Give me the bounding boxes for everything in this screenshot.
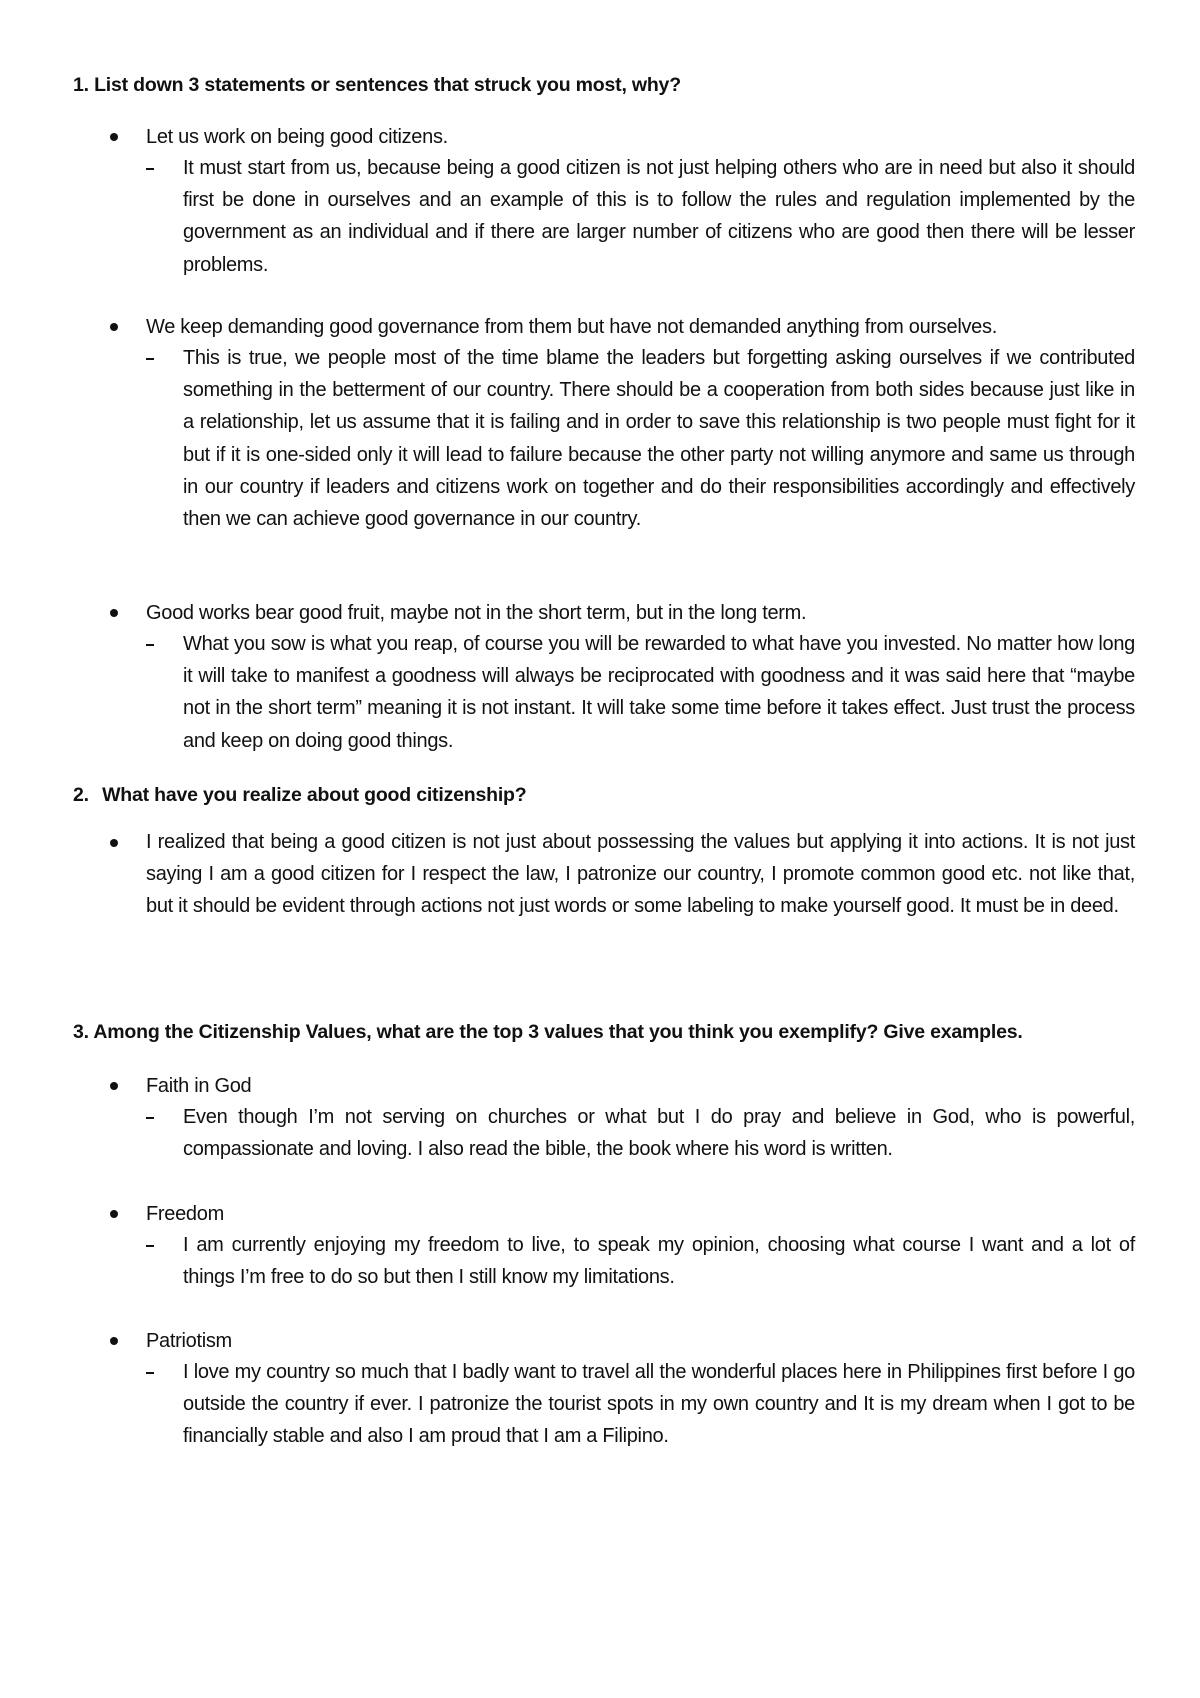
dash-icon (146, 168, 154, 170)
bullet-icon (110, 839, 118, 847)
question-2-heading (73, 783, 526, 807)
explanation: What you sow is what you reap, of course you will be rewarded to what have you invested. No matter how long it will take to manifest a goodness will always be reciprocated with goodness and it was said here that “maybe not in the short term” meaning it is not instant. It will take some time before it takes effect. Just trust the process and keep on doing good things. (183, 633, 1135, 752)
statement: We keep demanding good governance from them but have not demanded anything from ourselves. (146, 316, 997, 338)
bullet-icon (110, 609, 118, 617)
explanation: I am currently enjoying my freedom to live, to speak my opinion, choosing what course I want and a lot of things I’m free to do so but then I still know my limitations. (183, 1234, 1135, 1289)
statement: Good works bear good fruit, maybe not in the short term, but in the long term. (146, 602, 807, 624)
dash-icon (146, 1372, 154, 1374)
question-3-heading (73, 1020, 1023, 1044)
bullet-icon (110, 133, 118, 141)
dash-icon (146, 644, 154, 646)
dash-icon (146, 1245, 154, 1247)
bullet-icon (110, 323, 118, 331)
explanation: It must start from us, because being a good citizen is not just helping others who are in need but also it should first be done in ourselves and an example of this is to follow the rules and regulation implemented by the government as an individual and if there are larger number of citizens who are good then there will be lesser problems. (183, 157, 1135, 276)
question-text: Among the Citizenship Values, what are the top 3 values that you think you exemplify? Give examples. (93, 1021, 1023, 1043)
statement: Patriotism (146, 1330, 232, 1352)
answer: I realized that being a good citizen is not just about possessing the values but applying it into actions. It is not just saying I am a good citizen for I respect the law, I patronize our country, I promote common good etc. not like that, but it should be evident through actions not just words or some labeling to make yourself good. It must be in deed. (146, 831, 1135, 918)
explanation: I love my country so much that I badly want to travel all the wonderful places here in Philippines first before I go outside the country if ever. I patronize the tourist spots in my own country and It is my dream when I got to be financially stable and also I am proud that I am a Filipino. (183, 1361, 1135, 1448)
dash-icon (146, 1117, 154, 1119)
statement: Let us work on being good citizens. (146, 126, 448, 148)
question-text: What have you realize about good citizenship? (102, 784, 527, 806)
question-number: 1. (73, 74, 89, 96)
statement: Faith in God (146, 1075, 252, 1097)
question-text: List down 3 statements or sentences that struck you most, why? (94, 74, 681, 96)
bullet-icon (110, 1210, 118, 1218)
question-number: 3. (73, 1021, 89, 1043)
bullet-icon (110, 1082, 118, 1090)
explanation: Even though I’m not serving on churches or what but I do pray and believe in God, who is powerful, compassionate and loving. I also read the bible, the book where his word is written. (183, 1106, 1135, 1161)
dash-icon (146, 358, 154, 360)
statement: Freedom (146, 1203, 224, 1225)
explanation: This is true, we people most of the time blame the leaders but forgetting asking ourselves if we contributed something in the betterment of our country. There should be a cooperation from both sides because just like in a relationship, let us assume that it is failing and in order to save this relationship is two people must fight for it but if it is one-sided only it will lead to failure because the other party not willing anymore and same us through in our country if leaders and citizens work on together and do their responsibilities accordingly and effectively then we can achieve good governance in our country. (183, 347, 1135, 531)
question-1-heading (73, 73, 681, 97)
question-number: 2. (73, 784, 89, 806)
bullet-icon (110, 1337, 118, 1345)
